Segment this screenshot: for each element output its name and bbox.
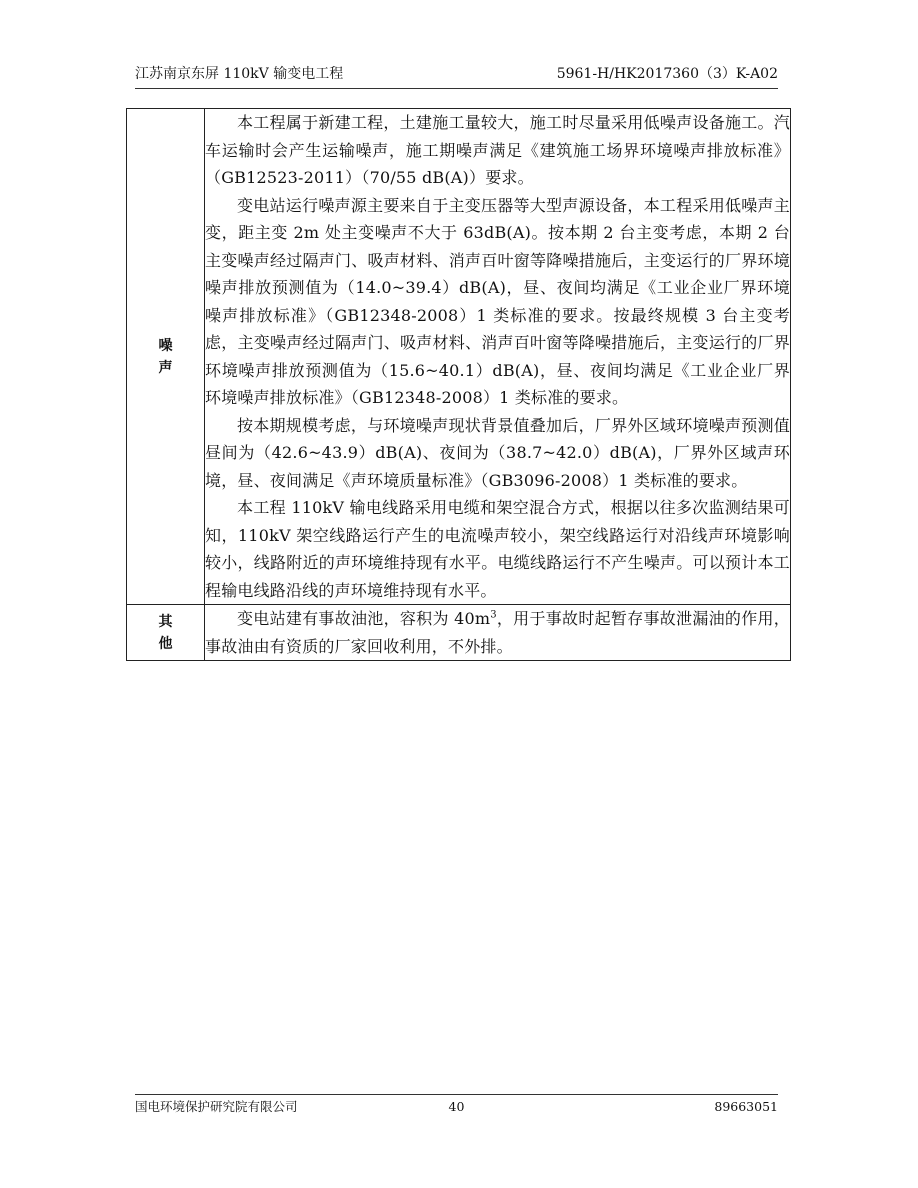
- paragraph: [205, 605, 790, 660]
- page-footer: [135, 1097, 778, 1117]
- row-label-other: [127, 605, 205, 661]
- label-char: 声: [158, 359, 173, 376]
- phone-number: 89663051: [714, 1099, 778, 1114]
- paragraph: 变电站运行噪声源主要来自于主变压器等大型声源设备，本工程采用低噪声主变，距主变 2m 处主变噪声不大于 63dB(A)。按本期 2 台主变考虑，本期 2 台主变噪声经过隔声门、吸声材料、消声百叶窗等降噪措施后，主变运行的厂界环境噪声排放预测值为（14.0~39.4）dB(A)，昼、夜间均满足《工业企业厂界环境噪声排放标准》（GB12348-2008）1 类标准的要求。按最终规模 3 台主变考虑，主变噪声经过隔声门、吸声材料、消声百叶窗等降噪措施后，主变运行的厂界环境噪声排放预测值为（15.6~40.1）dB(A)，昼、夜间均满足《工业企业厂界环境噪声排放标准》（GB12348-2008）1 类标准的要求。: [205, 195, 790, 407]
- label-char: 其: [158, 613, 173, 630]
- paragraph: 按本期规模考虑，与环境噪声现状背景值叠加后，厂界外区域环境噪声预测值昼间为（42.6~43.9）dB(A)、夜间为（38.7~42.0）dB(A)，厂界外区域声环境，昼、夜间满足《声环境质量标准》（GB3096-2008）1 类标准的要求。: [205, 415, 790, 490]
- paragraph: 本工程 110kV 输电线路采用电缆和架空混合方式，根据以往多次监测结果可知，110kV 架空线路运行产生的电流噪声较小，架空线路运行对沿线声环境影响较小，线路附近的声环境维持现有水平。电缆线路运行不产生噪声。可以预计本工程输电线路沿线的声环境维持现有水平。: [205, 498, 790, 600]
- header-divider: [135, 88, 778, 89]
- text-after-superscript: ，用于事故时起暂存事故泄漏油的作用，事故油由有资质的厂家回收利用，不外排。: [205, 609, 790, 656]
- table-row-other: [127, 605, 791, 661]
- text-before-superscript: 变电站建有事故油池，容积为 40m: [237, 609, 491, 628]
- table-row-noise: [127, 109, 791, 605]
- paragraph: 本工程属于新建工程，土建施工量较大，施工时尽量采用低噪声设备施工。汽车运输时会产生运输噪声，施工期噪声满足《建筑施工场界环境噪声排放标准》（GB12523-2011）（70/55 dB(A)）要求。: [205, 113, 790, 187]
- page-number: 40: [448, 1099, 465, 1114]
- organization-name: 国电环境保护研究院有限公司: [135, 1099, 298, 1114]
- content-table: [126, 108, 791, 661]
- page-header: [135, 62, 778, 86]
- label-char: 噪: [158, 337, 173, 354]
- project-title: 江苏南京东屏 110kV 输变电工程: [135, 66, 344, 82]
- superscript: 3: [490, 609, 497, 621]
- row-content-noise: [205, 109, 791, 605]
- footer-divider: [135, 1094, 778, 1095]
- document-code: 5961-H/HK2017360（3）K-A02: [556, 66, 778, 82]
- row-content-other: [205, 605, 791, 661]
- row-label-noise: [127, 109, 205, 605]
- label-char: 他: [158, 635, 173, 652]
